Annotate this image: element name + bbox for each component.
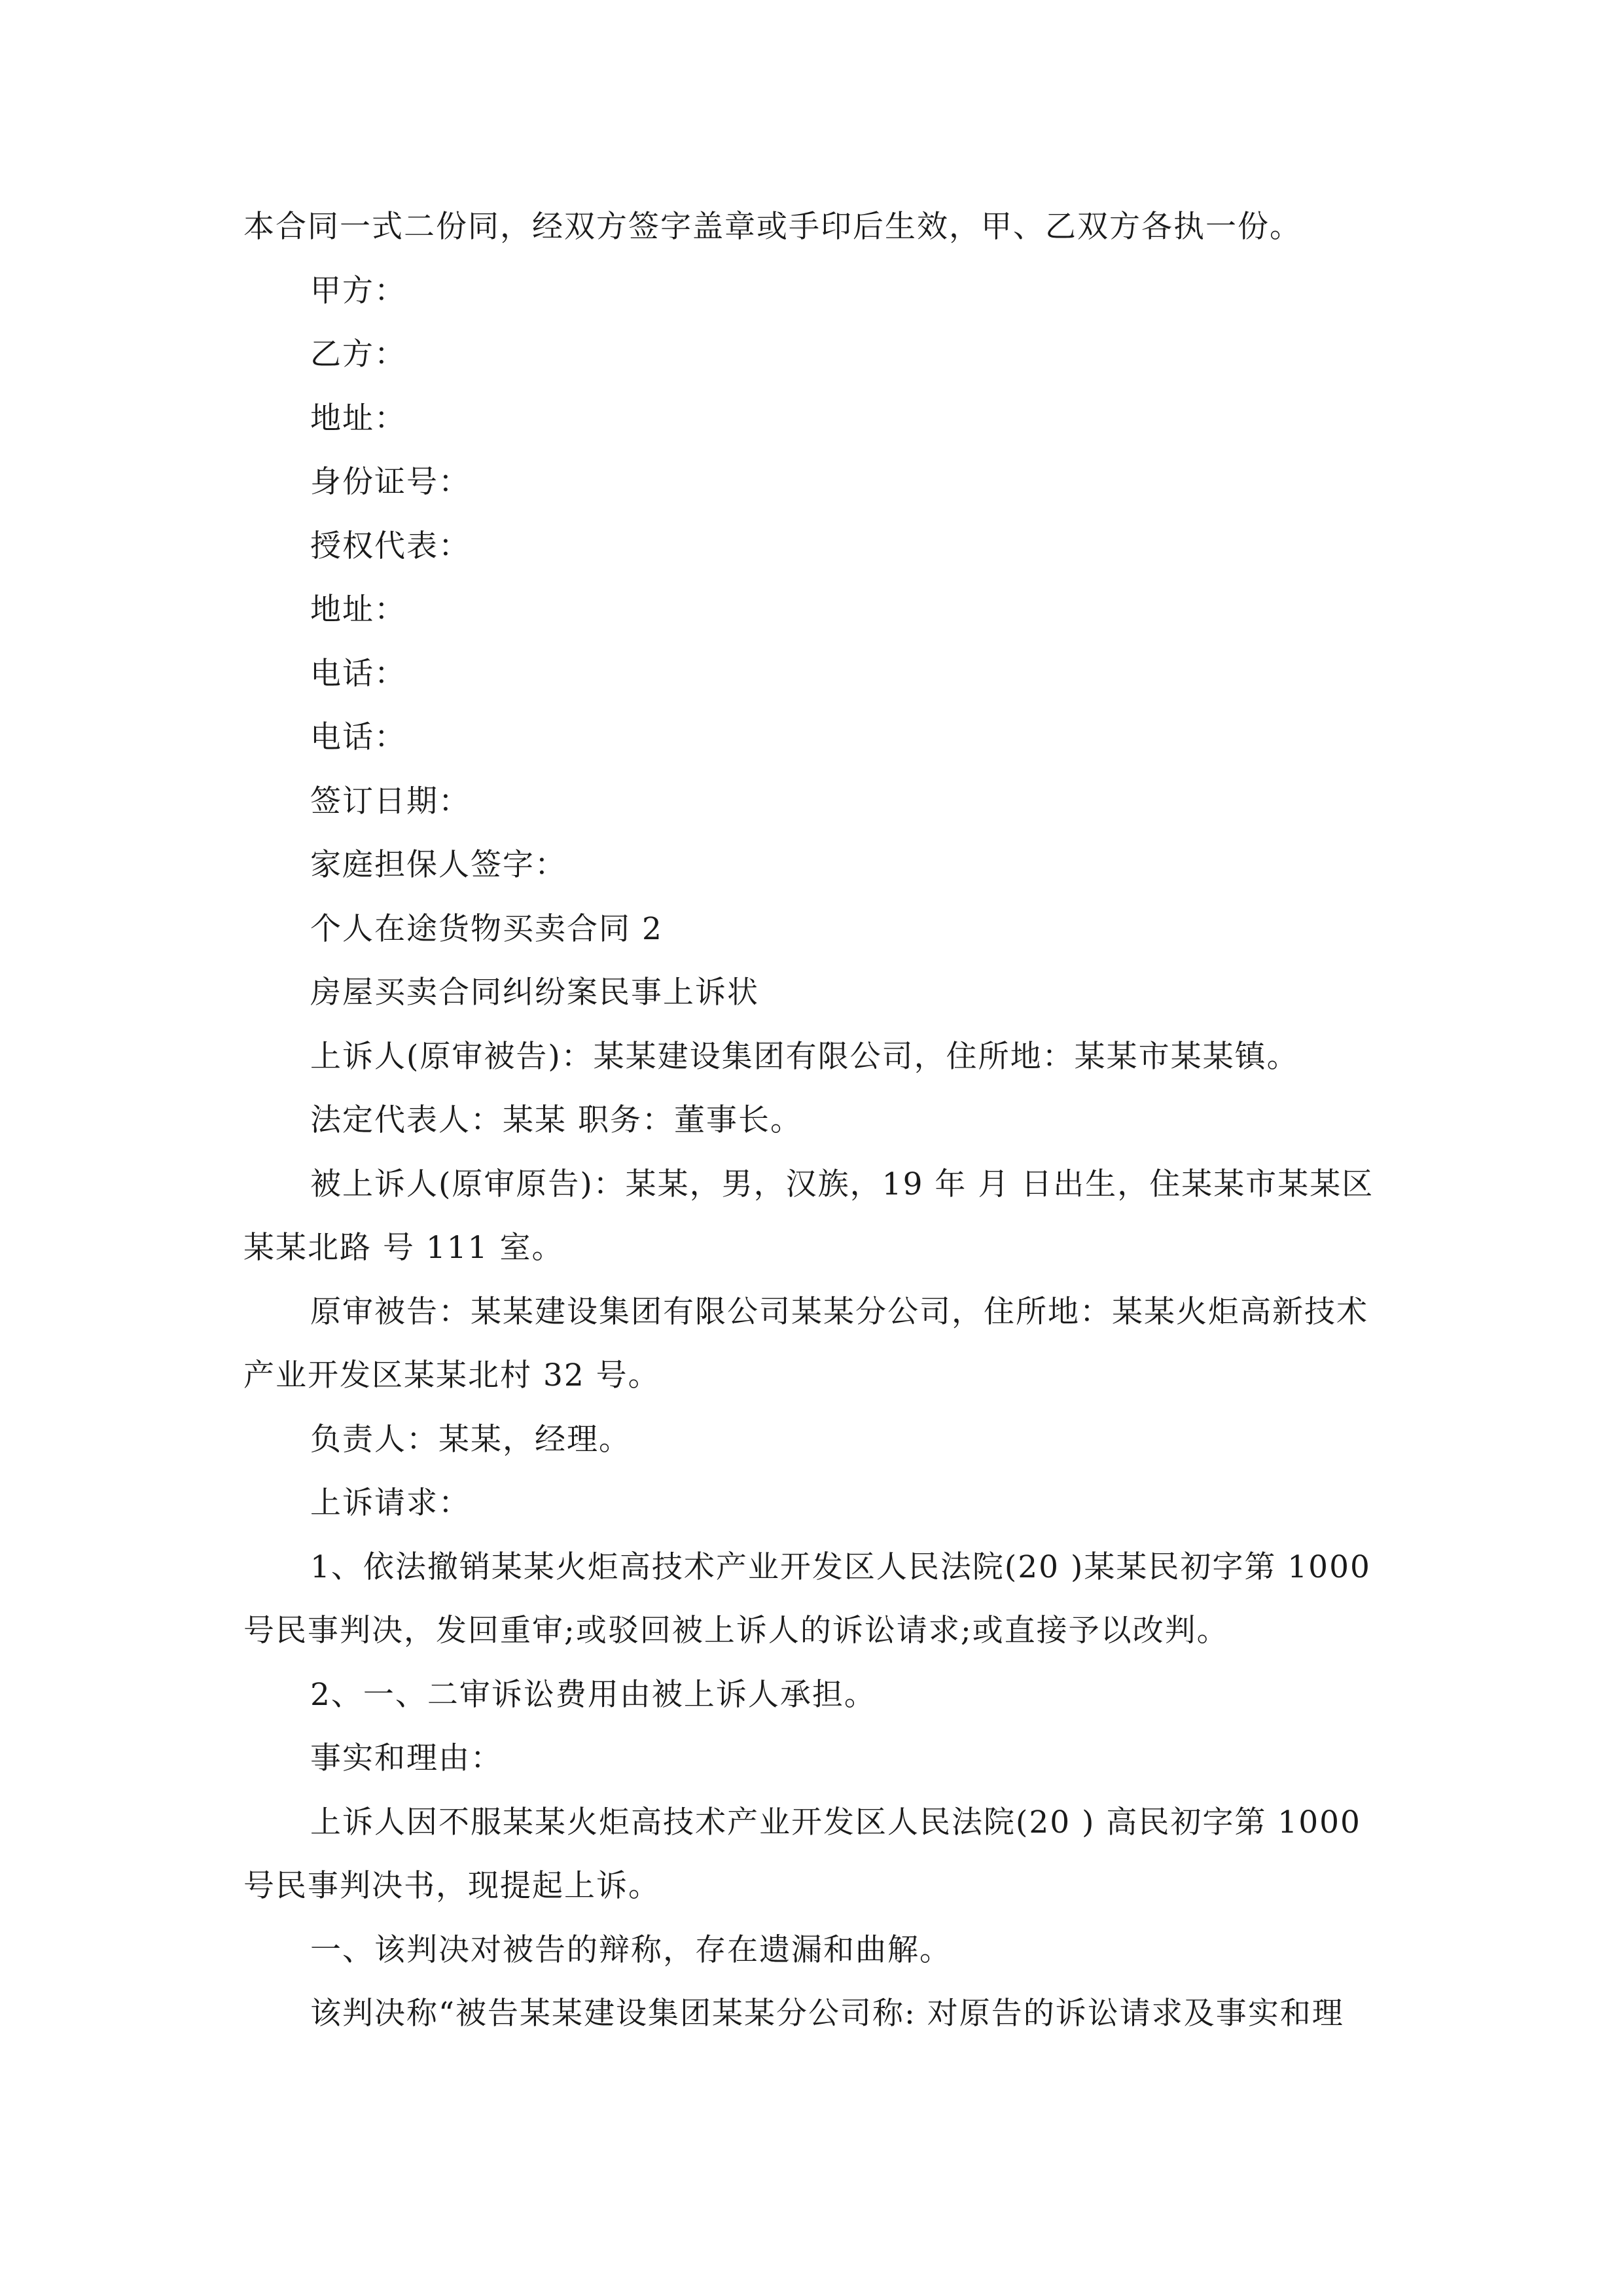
party-b-field: 乙方： [310,336,406,372]
request-2-line: 2、一、二审诉讼费用由被上诉人承担。 [310,1676,876,1713]
appeal-requests-heading: 上诉请求： [310,1485,471,1521]
id-number-field: 身份证号： [310,464,471,500]
appeal-reason-line-2: 号民事判决书，现提起上诉。 [243,1868,660,1904]
guarantor-signature-field: 家庭担保人签字： [310,847,567,883]
appellee-paragraph [243,1153,1380,1280]
original-defendant-line-2: 产业开发区某某北村 32 号。 [243,1357,660,1393]
legal-rep-line: 法定代表人：某某 职务：董事长。 [310,1102,802,1138]
appeal-reason-paragraph [243,1791,1380,1918]
request-1-line-2: 号民事判决，发回重审;或驳回被上诉人的诉讼请求;或直接予以改判。 [243,1613,1229,1649]
original-defendant-line-1: 原审被告：某某建设集团有限公司某某分公司，住所地：某某火炬高新技术 [310,1293,1368,1330]
appeal-reason-line-1: 上诉人因不服某某火炬高技术产业开发区人民法院(20 ) 高民初字第 1000 [310,1804,1361,1840]
contract-closing-clause: 本合同一式二份同，经双方签字盖章或手印后生效，甲、乙双方各执一份。 [243,209,1302,245]
appellant-line: 上诉人(原审被告)：某某建设集团有限公司，住所地：某某市某某镇。 [310,1038,1299,1075]
appellee-line-1: 被上诉人(原审原告)：某某，男，汉族，19 年 月 日出生，住某某市某某区 [310,1166,1374,1202]
appellee-line-2: 某某北路 号 111 室。 [243,1230,564,1266]
document-body [243,195,1380,2046]
signing-date-field: 签订日期： [310,783,471,819]
facts-reasons-heading: 事实和理由： [310,1740,503,1776]
phone-field-2: 电话： [310,719,406,755]
point-1-body-start: 该判决称“被告某某建设集团某某分公司称: 对原告的诉讼请求及事实和理 [310,1996,1344,2032]
request-1-line-1: 1、依法撤销某某火炬高技术产业开发区人民法院(20 )某某民初字第 1000 [310,1549,1371,1585]
section-title: 个人在途货物买卖合同 2 [310,910,663,947]
address-field-2: 地址： [310,592,406,628]
point-1-heading: 一、该判决对被告的辩称，存在遗漏和曲解。 [310,1931,952,1968]
phone-field: 电话： [310,655,406,692]
original-defendant-paragraph [243,1280,1380,1408]
party-a-field: 甲方： [310,272,406,309]
appeal-title: 房屋买卖合同纠纷案民事上诉状 [310,975,759,1011]
address-field: 地址： [310,400,406,437]
request-1-paragraph [243,1535,1380,1663]
authorized-rep-field: 授权代表： [310,528,471,564]
responsible-person-line: 负责人：某某，经理。 [310,1421,631,1458]
